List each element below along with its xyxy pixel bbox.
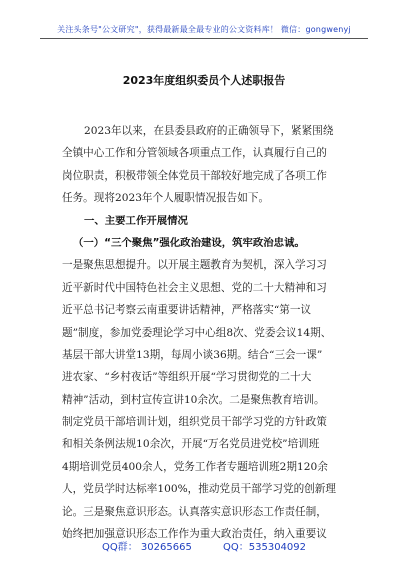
paragraph-line: 题”制度，参加党委理论学习中心组8次、党委会议14期、 <box>62 326 332 339</box>
paragraph-line: 近平总书记考察云南重要讲话精神，严格落实“第一议 <box>62 304 312 317</box>
qq-number: QQ：535304092 <box>223 542 307 553</box>
header-divider <box>40 38 368 39</box>
document-body <box>62 120 352 545</box>
paragraph-line: 论。三是聚焦意识形态。认真落实意识形态工作责任制， <box>62 505 327 518</box>
paragraph-line: 全镇中心工作和分管领域各项重点工作，认真履行自己的 <box>62 147 327 160</box>
qq-group-number: QQ群： 30265665 <box>101 542 192 553</box>
paragraph-line: 人，党员学时达标率100%，推动党员干部学习党的创新理 <box>62 483 336 496</box>
paragraph-line: 制定党员干部培训计划，组织党员干部学习党的方针政策 <box>62 416 327 429</box>
paragraph-line: 近平新时代中国特色社会主义思想、党的二十大精神和习 <box>62 281 327 294</box>
paragraph-line: 精神”活动，到村宣传宣讲10余次。二是聚焦教育培训。 <box>62 393 325 406</box>
header-note: 关注头条号"公文研究"，获得最新最全最专业的公文资料库！ 微信：gongwenyj <box>57 25 351 34</box>
section-heading: 一、主要工作开展情况 <box>84 214 188 227</box>
paragraph-line: 和相关条例法规10余次，开展“万名党员进党校”培训班 <box>62 438 320 451</box>
paragraph-line: 2023年以来，在县委县政府的正确领导下，紧紧围绕 <box>84 125 334 137</box>
paragraph-line: 始终把加强意识形态工作作为重大政治责任，纳入重要议 <box>62 528 327 541</box>
document-title: 2023年度组织委员个人述职报告 <box>122 74 286 87</box>
subsection-heading: （一）“三个聚焦”强化政治建设，筑牢政治忠诚。 <box>73 236 305 249</box>
paragraph-line: 4期培训党员400余人，党务工作者专题培训班2期120余 <box>62 460 328 473</box>
paragraph-line: 基层干部大讲堂13期，每周小谈36期。结合“三会一课” <box>62 348 323 361</box>
paragraph-line: 一是聚焦思想提升。以开展主题教育为契机，深入学习习 <box>62 259 327 272</box>
paragraph-line: 任务。现将2023年个人履职情况报告如下。 <box>62 192 270 205</box>
paragraph-line: 进农家、“乡村夜话”等组织开展“学习贯彻党的二十大 <box>62 371 312 384</box>
footer-contact <box>0 538 408 553</box>
paragraph-line: 岗位职责，积极带领全体党员干部较好地完成了各项工作 <box>62 169 327 182</box>
